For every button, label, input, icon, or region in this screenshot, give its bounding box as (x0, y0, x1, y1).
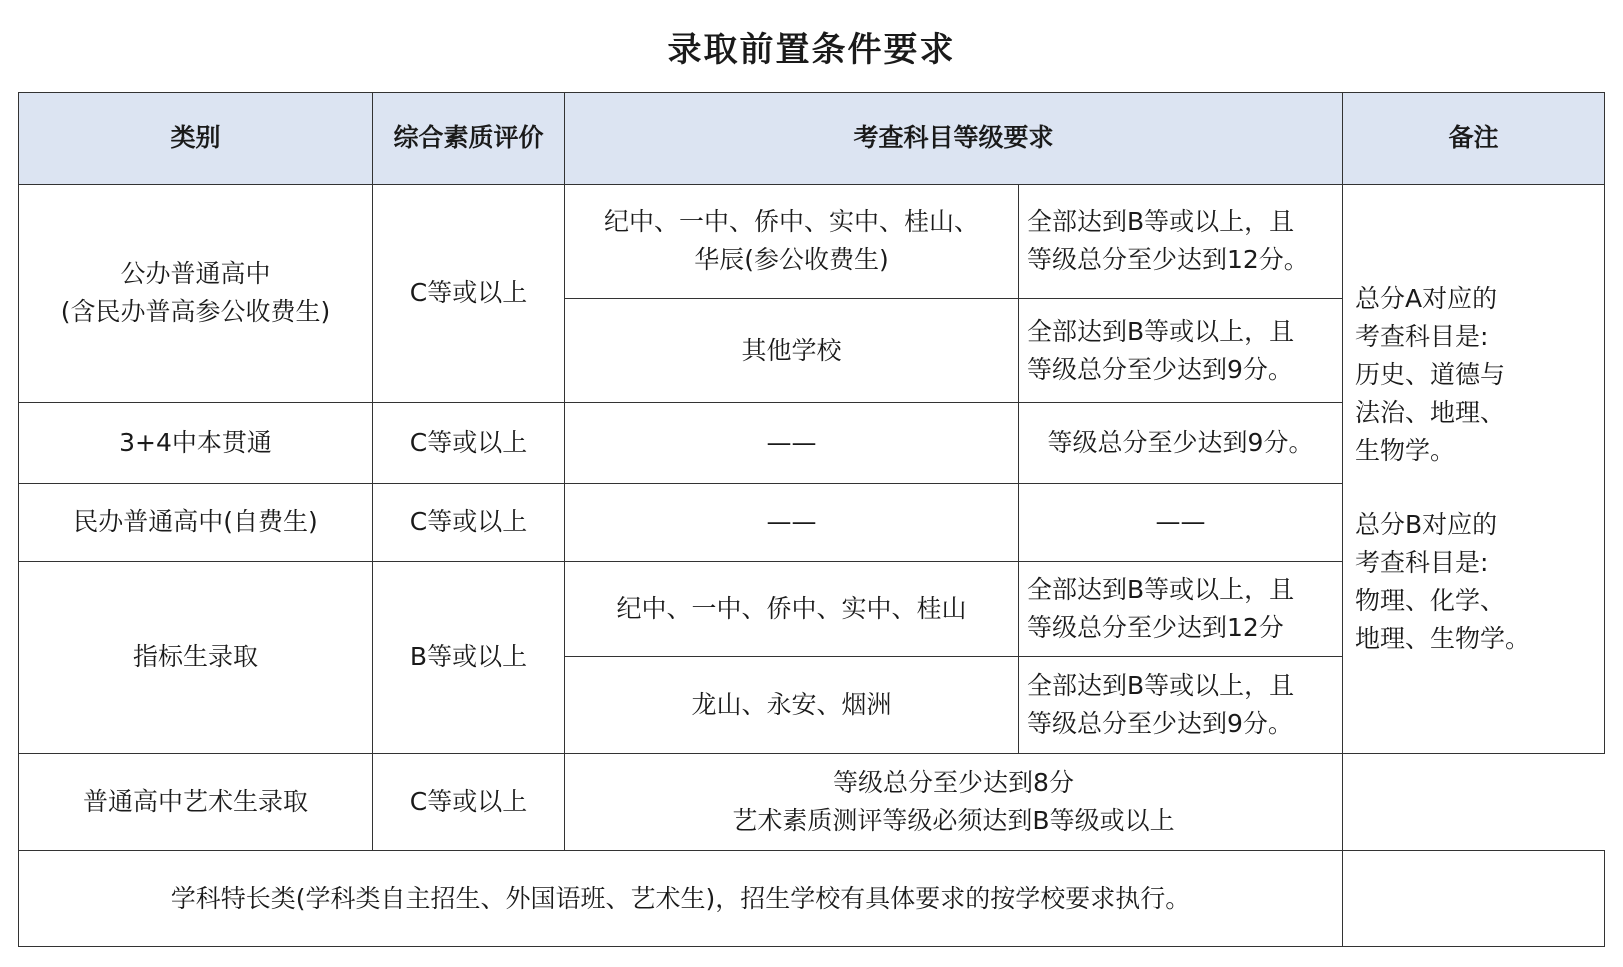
header-category: 类别 (19, 93, 373, 185)
remark-line: 总分B对应的 (1355, 509, 1498, 539)
category-line: 公办普通高中 (120, 259, 271, 289)
schools-cell (565, 184, 1019, 299)
requirement-cell (1019, 184, 1343, 299)
requirements-table (18, 92, 1605, 947)
requirement-line: 等级总分至少达到9分。 (1027, 354, 1293, 384)
remark-line: 历史、道德与 (1355, 359, 1506, 389)
schools-line: 华辰(参公收费生) (694, 245, 889, 275)
requirement-cell: —— (1019, 483, 1343, 561)
quality-cell: C等或以上 (373, 754, 565, 851)
special-note: 学科特长类(学科类自主招生、外国语班、艺术生)，招生学校有具体要求的按学校要求执行。 (19, 851, 1343, 947)
remarks-cell (1343, 184, 1605, 754)
category-quota: 指标生录取 (19, 561, 373, 754)
table-row (19, 754, 1605, 851)
requirement-line: 艺术素质测评等级必须达到B等级或以上 (732, 806, 1175, 836)
requirement-cell (1019, 561, 1343, 657)
requirement-line: 全部达到B等或以上，且 (1027, 575, 1295, 605)
requirement-cell (565, 754, 1343, 851)
table-row (19, 851, 1605, 947)
remark-line: 考查科目是: (1355, 547, 1489, 577)
requirement-line: 等级总分至少达到8分 (833, 768, 1074, 798)
requirement-line: 等级总分至少达到12分 (1027, 613, 1284, 643)
remark-line: 法治、地理、 (1355, 397, 1506, 427)
remark-gap (1355, 470, 1596, 506)
header-row (19, 93, 1605, 185)
remark-line: 总分A对应的 (1355, 283, 1498, 313)
category-public-high-school (19, 184, 373, 403)
requirement-line: 等级总分至少达到12分。 (1027, 245, 1309, 275)
requirement-line: 全部达到B等或以上，且 (1027, 671, 1295, 701)
schools-line: 纪中、一中、侨中、实中、桂山、 (603, 207, 979, 237)
remark-line: 生物学。 (1355, 435, 1456, 465)
quality-cell: B等或以上 (373, 561, 565, 754)
remark-line: 考查科目是: (1355, 321, 1489, 351)
page-title: 录取前置条件要求 (667, 30, 956, 70)
category-line: (含民办普高参公收费生) (60, 297, 331, 327)
remark-line: 地理、生物学。 (1355, 623, 1531, 653)
requirement-line: 等级总分至少达到9分。 (1027, 709, 1293, 739)
requirement-cell (1019, 657, 1343, 754)
category-art: 普通高中艺术生录取 (19, 754, 373, 851)
table-row (19, 184, 1605, 299)
header-subject-requirements: 考查科目等级要求 (565, 93, 1343, 185)
schools-cell: 龙山、永安、烟洲 (565, 657, 1019, 754)
remark-line: 物理、化学、 (1355, 585, 1506, 615)
schools-cell: 纪中、一中、侨中、实中、桂山 (565, 561, 1019, 657)
empty-remark-cell (1343, 851, 1605, 947)
requirement-line: 全部达到B等或以上，且 (1027, 316, 1295, 346)
quality-cell: C等或以上 (373, 403, 565, 483)
schools-cell: 其他学校 (565, 299, 1019, 403)
requirement-cell (1019, 299, 1343, 403)
requirement-line: 全部达到B等或以上，且 (1027, 207, 1295, 237)
schools-cell: —— (565, 403, 1019, 483)
category-private: 民办普通高中(自费生) (19, 483, 373, 561)
header-quality: 综合素质评价 (373, 93, 565, 185)
quality-cell: C等或以上 (373, 483, 565, 561)
schools-cell: —— (565, 483, 1019, 561)
requirement-cell: 等级总分至少达到9分。 (1019, 403, 1343, 483)
quality-cell: C等或以上 (373, 184, 565, 403)
category-three-four: 3+4中本贯通 (19, 403, 373, 483)
header-remarks: 备注 (1343, 93, 1605, 185)
